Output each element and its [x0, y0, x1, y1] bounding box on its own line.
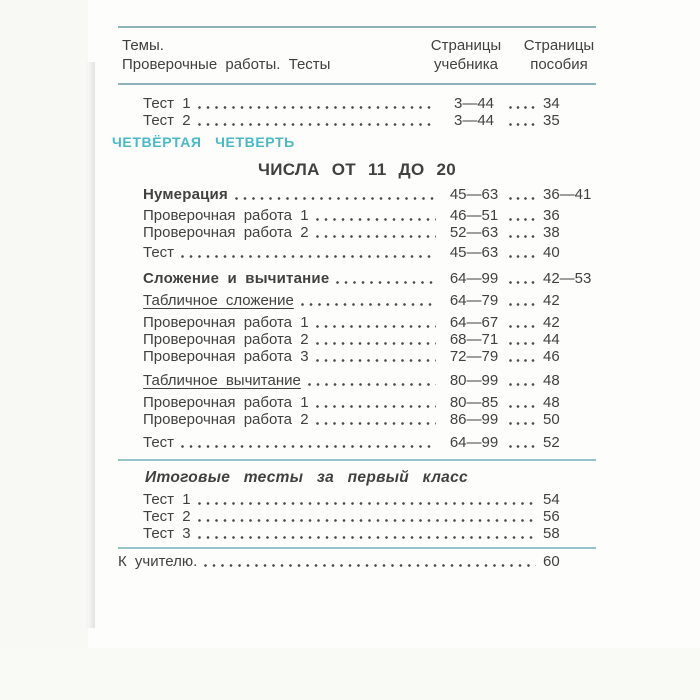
textbook-pages: 46—51: [449, 207, 499, 224]
textbook-pages: 64—67: [449, 314, 499, 331]
toc-row: [118, 292, 596, 309]
toc-row: [118, 112, 596, 129]
manual-header-line1: Страницы: [523, 37, 595, 54]
toc-entry-label: Проверочная работа 3: [143, 348, 309, 365]
textbook-header-line2: учебника: [434, 56, 498, 73]
manual-pages: 35: [543, 112, 560, 129]
page-edge-shadow: [86, 62, 95, 628]
toc-entry-label: Тест 1: [143, 95, 191, 112]
textbook-pages: 86—99: [449, 411, 499, 428]
dot-leader: [509, 218, 539, 221]
toc-entry-label: Проверочная работа 1: [143, 207, 309, 224]
toc-row: [118, 95, 596, 112]
toc-row: [118, 434, 596, 451]
toc-entry-label: Тест 3: [143, 525, 191, 542]
column-header-topics: [122, 36, 416, 74]
dot-leader: [316, 325, 436, 328]
toc-entry-label: Проверочная работа 2: [143, 331, 309, 348]
manual-pages: 48: [543, 394, 560, 411]
dot-leader: [181, 255, 436, 258]
dot-leader: [316, 235, 436, 238]
toc-row: [118, 553, 596, 570]
textbook-pages: 45—63: [449, 186, 499, 203]
textbook-pages: 64—99: [449, 434, 499, 451]
textbook-pages: 80—85: [449, 394, 499, 411]
toc-row: [118, 270, 596, 287]
toc-row: [118, 348, 596, 365]
toc-entry-label: Проверочная работа 1: [143, 394, 309, 411]
textbook-pages: 3—44: [453, 95, 495, 112]
manual-pages: 42: [543, 292, 560, 309]
toc-entry-label: Тест: [143, 244, 175, 261]
dot-leader: [198, 502, 536, 505]
toc-entry-label: К учителю.: [118, 553, 198, 570]
dot-leader: [509, 255, 539, 258]
dot-leader: [301, 303, 436, 306]
dot-leader: [308, 383, 436, 386]
manual-header-line2: пособия: [530, 56, 588, 73]
toc-entry-label: Табличное вычитание: [143, 372, 301, 389]
manual-pages: 50: [543, 411, 560, 428]
manual-pages: 42—53: [543, 270, 592, 287]
quarter-heading: ЧЕТВЁРТАЯ ЧЕТВЕРТЬ: [112, 134, 295, 150]
toc-entry-label: Тест 2: [143, 112, 191, 129]
topics-header-line1: Темы.: [122, 37, 164, 54]
textbook-pages: 68—71: [449, 331, 499, 348]
dot-leader: [509, 123, 539, 126]
toc-entry-label: Табличное сложение: [143, 292, 294, 309]
photo-bottom-strip: [0, 648, 700, 700]
toc-entry-label: Тест: [143, 434, 175, 451]
toc-row: [118, 372, 596, 389]
manual-page: 54: [543, 491, 560, 508]
manual-pages: 40: [543, 244, 560, 261]
photo-background-strip: [0, 0, 92, 700]
dot-leader: [509, 342, 539, 345]
dot-leader: [204, 564, 536, 567]
bottom-rule: [118, 547, 596, 549]
chapter-heading: ЧИСЛА ОТ 11 ДО 20: [257, 160, 457, 179]
dot-leader: [198, 536, 536, 539]
dot-leader: [509, 445, 539, 448]
toc-row: [118, 508, 596, 525]
header-rule: [118, 83, 596, 85]
manual-page: 58: [543, 525, 560, 542]
manual-pages: 34: [543, 95, 560, 112]
dot-leader: [198, 106, 436, 109]
toc-row: [118, 244, 596, 261]
dot-leader: [509, 106, 539, 109]
dot-leader: [509, 383, 539, 386]
dot-leader: [509, 422, 539, 425]
toc-entry-label: Проверочная работа 2: [143, 411, 309, 428]
dot-leader: [235, 197, 436, 200]
toc-row: [118, 207, 596, 224]
toc-row: [118, 314, 596, 331]
dot-leader: [181, 445, 436, 448]
toc-row: [118, 331, 596, 348]
dot-leader: [509, 235, 539, 238]
dot-leader: [316, 405, 436, 408]
toc-entry-label: Нумерация: [143, 186, 228, 203]
toc-table-header: [118, 28, 596, 83]
toc-entry-label: Тест 2: [143, 508, 191, 525]
textbook-pages: 80—99: [449, 372, 499, 389]
manual-pages: 38: [543, 224, 560, 241]
dot-leader: [316, 342, 436, 345]
manual-pages: 48: [543, 372, 560, 389]
toc-row: [118, 186, 596, 203]
topics-header-line2: Проверочные работы. Тесты: [122, 56, 331, 73]
textbook-header-line1: Страницы: [430, 37, 502, 54]
manual-page: 56: [543, 508, 560, 525]
dot-leader: [509, 303, 539, 306]
toc-entry-label: Тест 1: [143, 491, 191, 508]
section-rule: [118, 459, 596, 461]
dot-leader: [316, 422, 436, 425]
manual-pages: 36: [543, 207, 560, 224]
dot-leader: [509, 325, 539, 328]
toc-row: [118, 411, 596, 428]
textbook-pages: 52—63: [449, 224, 499, 241]
final-tests-heading: Итоговые тесты за первый класс: [145, 469, 468, 486]
manual-pages: 52: [543, 434, 560, 451]
dot-leader: [198, 123, 436, 126]
manual-pages: 42: [543, 314, 560, 331]
toc-entry-label: Проверочная работа 1: [143, 314, 309, 331]
manual-pages: 46: [543, 348, 560, 365]
manual-pages: 44: [543, 331, 560, 348]
textbook-pages: 45—63: [449, 244, 499, 261]
toc-content: [112, 26, 596, 570]
toc-row: [118, 491, 596, 508]
textbook-pages: 3—44: [453, 112, 495, 129]
textbook-pages: 72—79: [449, 348, 499, 365]
column-header-manual-pages: [522, 36, 596, 74]
toc-entry-label: Проверочная работа 2: [143, 224, 309, 241]
dot-leader: [316, 359, 436, 362]
manual-pages: 36—41: [543, 186, 592, 203]
toc-row: [118, 224, 596, 241]
manual-page: 60: [543, 553, 560, 570]
dot-leader: [509, 359, 539, 362]
dot-leader: [198, 519, 536, 522]
column-header-textbook-pages: [416, 36, 516, 74]
dot-leader: [336, 281, 436, 284]
toc-row: [118, 394, 596, 411]
dot-leader: [316, 218, 436, 221]
dot-leader: [509, 197, 539, 200]
dot-leader: [509, 281, 539, 284]
textbook-pages: 64—79: [449, 292, 499, 309]
toc-entry-label: Сложение и вычитание: [143, 270, 330, 287]
dot-leader: [509, 405, 539, 408]
textbook-pages: 64—99: [449, 270, 499, 287]
toc-row: [118, 525, 596, 542]
